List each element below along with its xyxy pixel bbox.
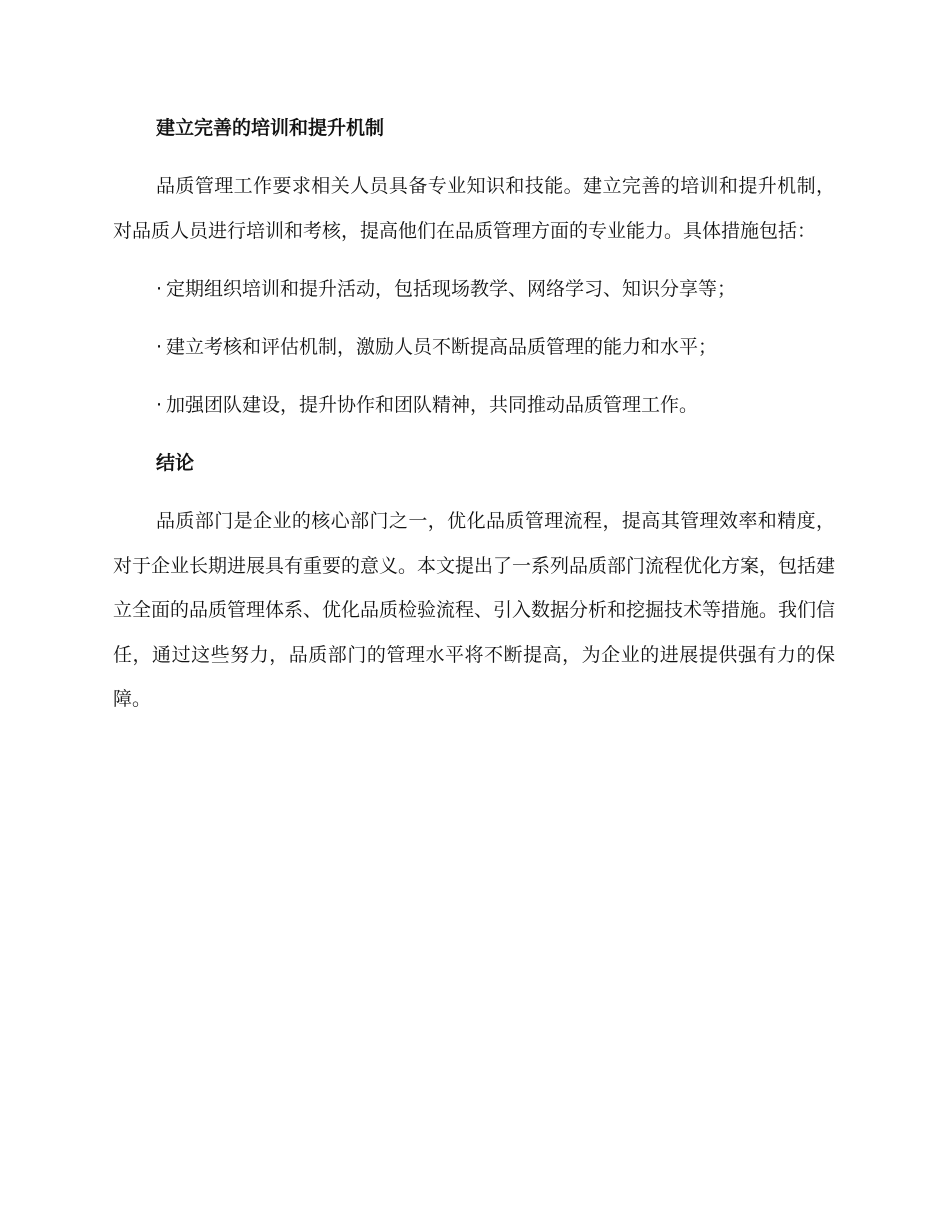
list-item-text: 加强团队建设，提升协作和团队精神，共同推动品质管理工作。	[166, 394, 699, 416]
bullet-marker: ·	[156, 278, 163, 300]
paragraph-conclusion: 品质部门是企业的核心部门之一，优化品质管理流程，提高其管理效率和精度，对于企业长期进展具有重要的意义。本文提出了一系列品质部门流程优化方案，包括建立全面的品质管理体系、优化品质检验流程、引入数据分析和挖掘技术等措施。我们信任，通过这些努力，品质部门的管理水平将不断提高，为企业的进展提供强有力的保障。	[113, 510, 836, 710]
section-heading-training: 建立完善的培训和提升机制	[156, 117, 385, 139]
section-heading-conclusion: 结论	[156, 452, 195, 474]
paragraph-training: 品质管理工作要求相关人员具备专业知识和技能。建立完善的培训和提升机制，对品质人员进行培训和考核，提高他们在品质管理方面的专业能力。具体措施包括：	[113, 175, 835, 242]
list-item-text: 定期组织培训和提升活动，包括现场教学、网络学习、知识分享等；	[166, 278, 737, 300]
list-item-text: 建立考核和评估机制，激励人员不断提高品质管理的能力和水平；	[166, 336, 718, 358]
list-item	[113, 383, 835, 427]
bullet-marker: ·	[156, 394, 163, 416]
document-content	[113, 106, 835, 736]
list-item	[113, 325, 835, 369]
bullet-marker: ·	[156, 336, 163, 358]
list-item	[113, 267, 835, 311]
